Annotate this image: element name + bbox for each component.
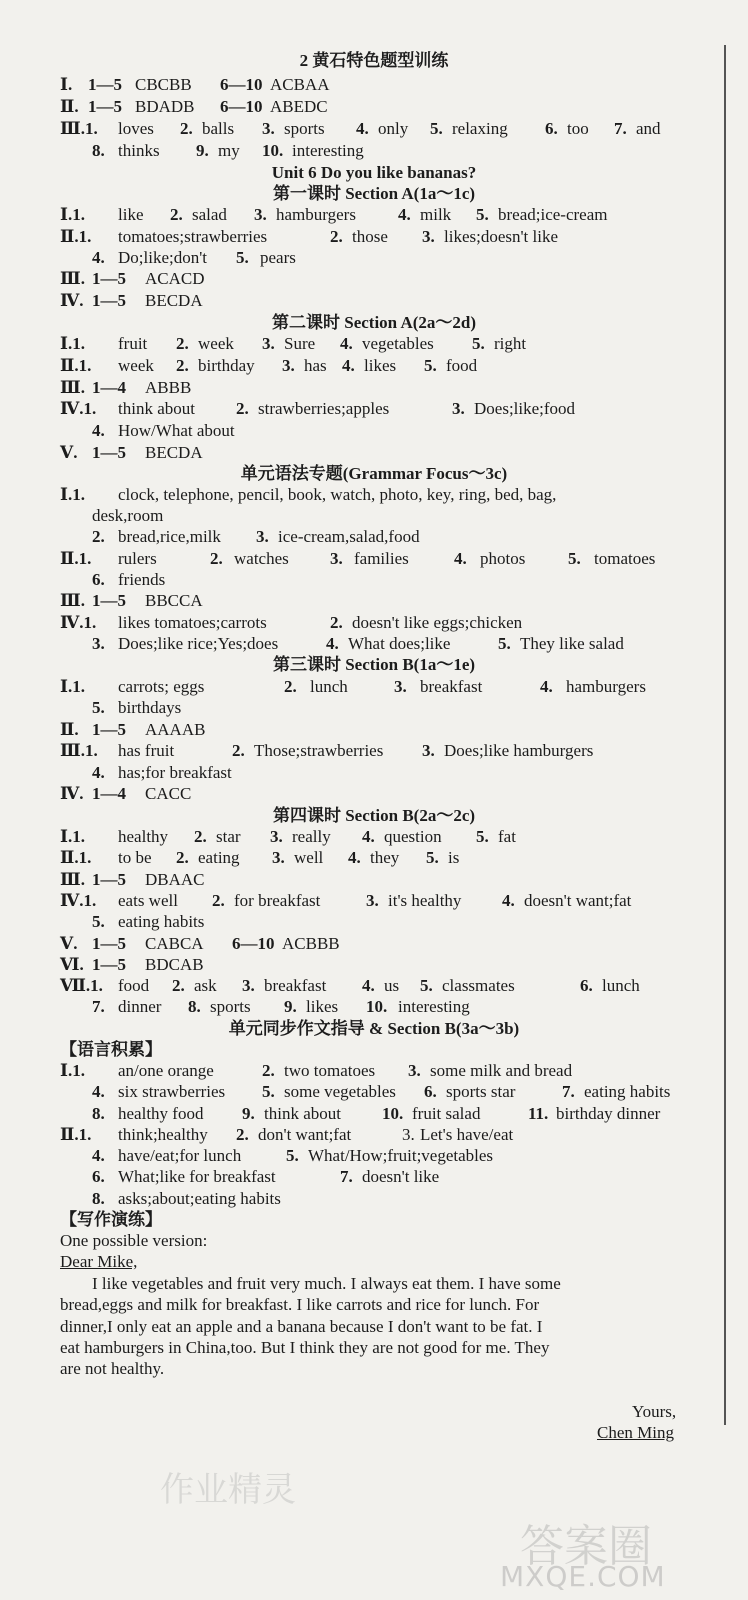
section-title: 第四课时 Section B(2a～2c): [272, 806, 476, 825]
section-title: 单元语法专题(Grammar Focus～3c): [240, 464, 508, 483]
section-title: 第一课时 Section A(1a～1c): [272, 184, 476, 203]
answer-page: 2 黄石特色题型训练 Ⅰ. 1—5 CBCBB 6—10 ACBAA Ⅱ. 1—5 BDADB 6—10 ABEDC Ⅲ.1. loves 2. balls 3. sports 4. only 5. relaxing 6. too 7. and 8. thinks 9. my 10. interesting Unit 6 Do you like bananas? 第一课时 Section A(1a～1c) Ⅰ.1. like 2. salad 3. hamburgers 4. milk 5. bread;ice-cream Ⅱ.1. tomatoes;strawberries 2. those 3. likes;doesn't like 4. Do;like;don't 5. pears Ⅲ. 1—5 ACACD Ⅳ. 1—5 BECDA 第二课时 Section A(2a～2d) Ⅰ.1. fruit 2. week 3. Sure 4. vegetables 5. right Ⅱ.1. week 2. birthday 3. has 4. likes 5. food Ⅲ. 1—4 ABBB Ⅳ.1. think about 2. strawberries;apples 3. Does;like;food 4. How/What about Ⅴ. 1—5 BECDA 单元语法专题(Grammar Focus～3c) Ⅰ.1. clock, telephone, pencil, book, watch, photo, key, ring, bed, bag, desk,room 2. bread,rice,milk 3. ice-cream,salad,food Ⅱ.1. rulers 2. watches 3. families 4. photos 5. tomatoes 6. friends Ⅲ. 1—5 BBCCA Ⅳ.1. likes tomatoes;carrots 2. doesn't like eggs;chicken 3. Does;like rice;Yes;does 4. What does;like 5. They like salad 第三课时 Section B(1a～1e) Ⅰ.1. carrots; eggs 2. lunch 3. breakfast 4. hamburgers 5. birthdays Ⅱ. 1—5 AAAAB Ⅲ.1. has fruit 2. Those;strawberries 3. Does;like hamburgers 4. has;for breakfast Ⅳ. 1—4 CACC 第四课时 Section B(2a～2c) Ⅰ.1. healthy 2. star 3. really 4. question 5. fat Ⅱ.1. to be 2. eating 3. well 4. they 5. is Ⅲ. 1—5 DBAAC Ⅳ.1. eats well 2. for breakfast 3. it's healthy 4. doesn't want;fat 5. eating habits Ⅴ. 1—5 CABCA 6—10 ACBBB Ⅵ. 1—5 BDCAB Ⅶ.1. food 2. ask 3. breakfast 4. us 5. classmates 6. lunch 7. dinner 8. sports 9. likes 10. interesting 单元同步作文指导 & Section B(3a～3b) 【语言积累】 Ⅰ.1. an/one orange 2. two tomatoes 3. some milk and bread 4. six strawberries 5. some vegetables 6. sports star 7. eating habits 8. healthy food 9. think about 10. fruit salad 11. birthday dinner Ⅱ.1. think;healthy 2. don't want;fat 3. Let's have/eat 4. have/eat;for lunch 5. What/How;fruit;vegetables 6. What;like for breakfast 7. doesn't like 8. asks;about;eating habits 【写作演练】 One possible version: Dear Mike, I like vegetables and fruit very much. I always eat them. I have some bread,eggs and milk for breakfast. I like carrots and rice for lunch. For dinner,I only eat an apple and a banana because I don't want to be fat. I eat hamburgers in China,too. But I think they are not good for me. They are not healthy. Yours, Chen Ming 作业精灵 答案圈 MXQE.COM: [0, 0, 748, 1600]
watermark-text: 作业精灵: [160, 1470, 296, 1510]
section-title: 第三课时 Section B(1a～1e): [272, 655, 476, 674]
section-title: 第二课时 Section A(2a～2d): [272, 313, 476, 332]
section-title: 单元同步作文指导 & Section B(3a～3b): [228, 1019, 520, 1038]
section-title: 2 黄石特色题型训练: [299, 51, 449, 70]
unit-title: Unit 6 Do you like bananas?: [271, 163, 477, 182]
watermark-logo-text: 答案圈: [520, 1521, 652, 1572]
right-border-line: [724, 45, 726, 1425]
watermark-url: MXQE.COM: [500, 1560, 666, 1593]
